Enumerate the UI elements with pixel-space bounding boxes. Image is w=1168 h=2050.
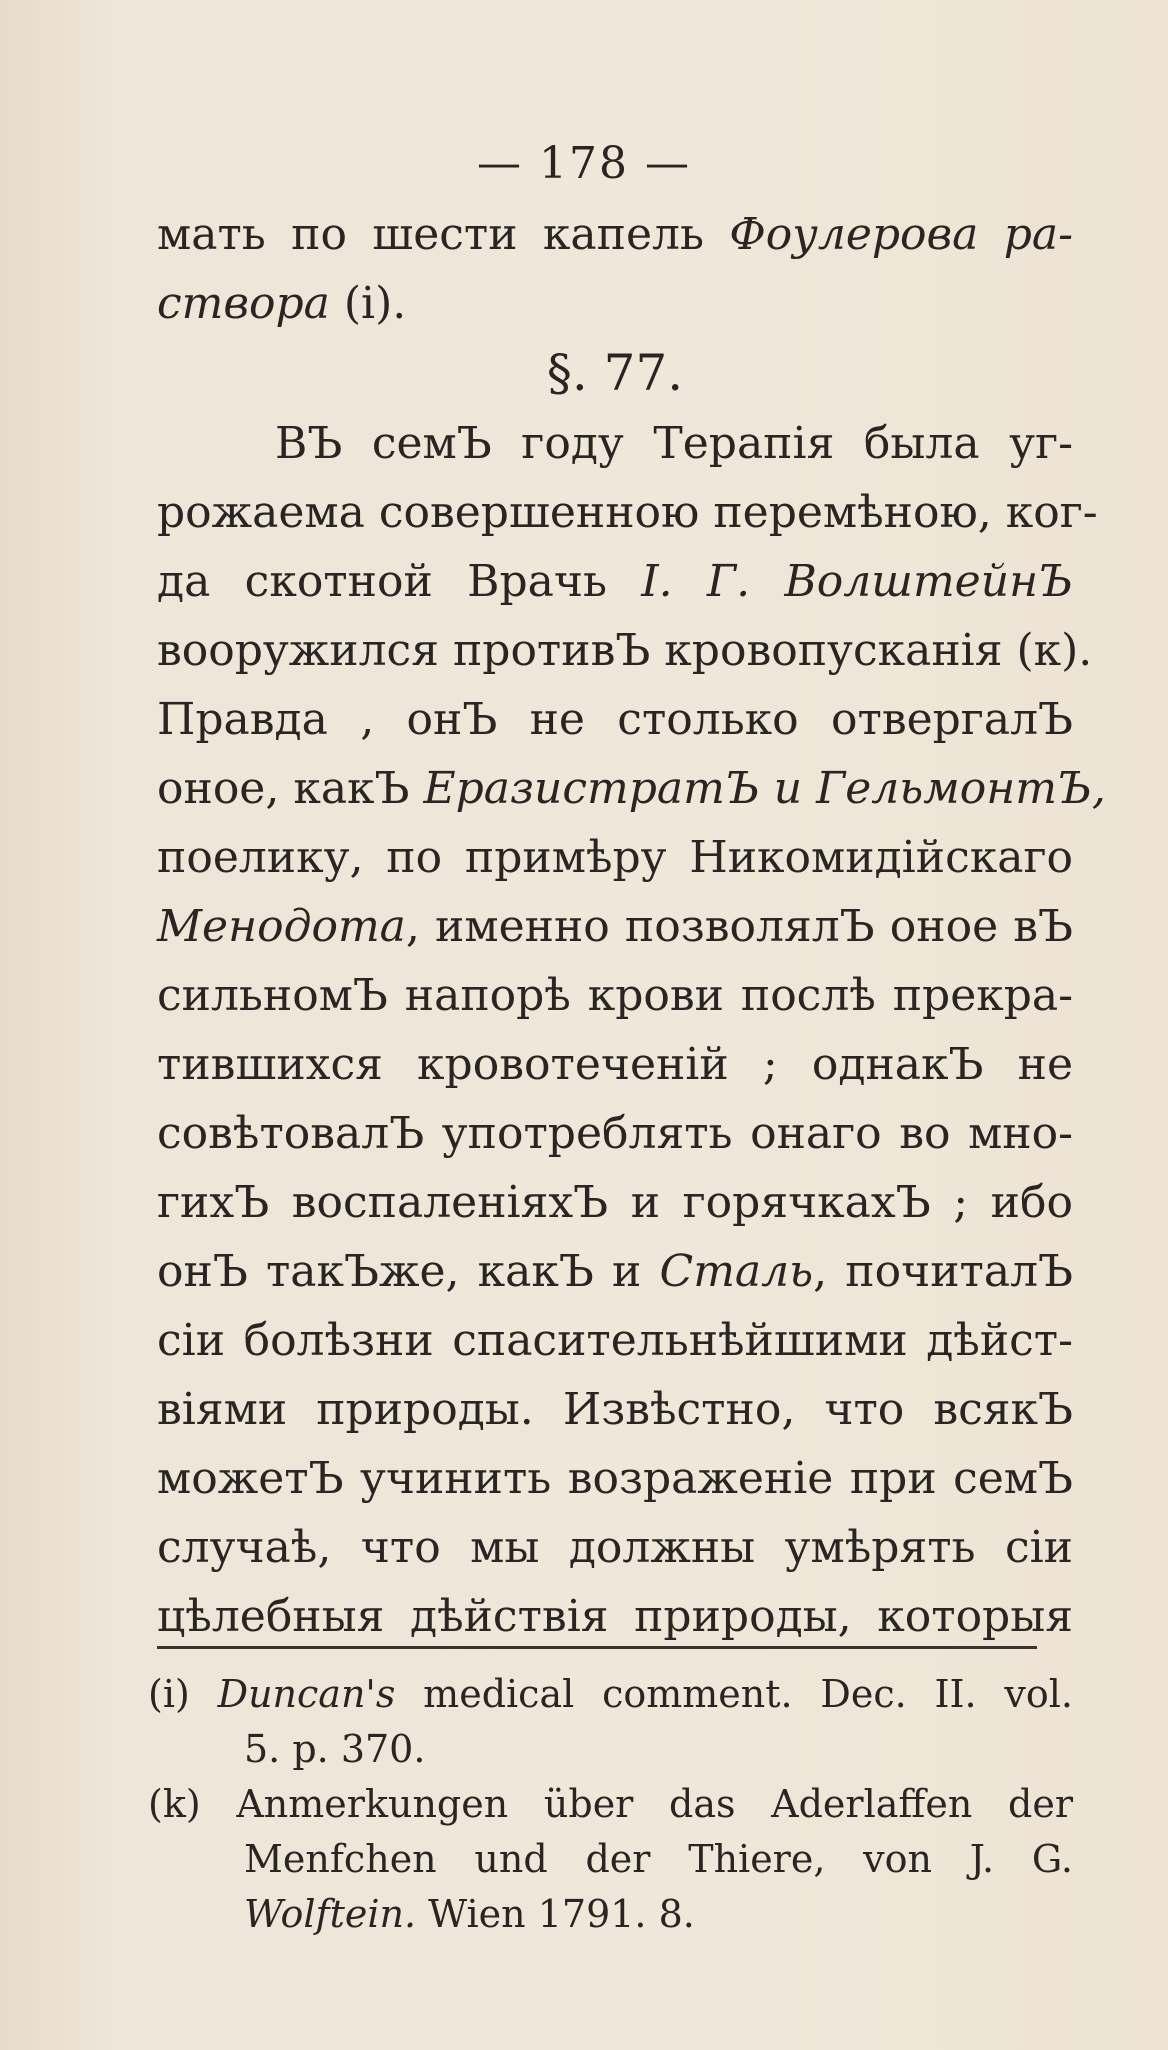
text-line-17: віями природы. Извѣстно, что всякЪ (157, 1384, 1073, 1435)
main-text (157, 200, 1106, 1651)
text-line-7: Правда , онЪ не столько отвергалЪ (157, 694, 1073, 745)
text-line-6: вооружился противЪ кровопусканія (к). (157, 625, 1093, 676)
footnote-i-continued: 5. p. 370. (244, 1727, 426, 1771)
footnotes (148, 1667, 1073, 1942)
text-line-4: рожаема совершенною перемѣною, ког- (157, 487, 1098, 538)
text-line-20: цѣлебныя дѣйствія природы, которыя (157, 1591, 1073, 1642)
footnote-divider (157, 1646, 1037, 1649)
text-line-5: да скотной Врачь I. Г. ВолштейнЪ (157, 556, 1073, 607)
text-line-16: сіи болѣзни спасительнѣйшими дѣйст- (157, 1315, 1073, 1366)
text-line-2: створа (i). (157, 278, 407, 329)
footnote-i: (i) Duncan's medical comment. Dec. II. vol. (148, 1672, 1073, 1716)
text-line-13: совѣтовалЪ употреблять онаго во мно- (157, 1108, 1073, 1159)
text-line-9: поелику, по примѣру Никомидійскаго (157, 832, 1073, 883)
footnote-k: (k) Anmerkungen über das Aderlaffen der (148, 1782, 1073, 1826)
footnote-k-line-3: Wolftein. Wien 1791. 8. (244, 1892, 695, 1936)
text-line-15: онЪ такЪже, какЪ и Сталь, почиталЪ (157, 1246, 1074, 1297)
text-line-12: тившихся кровотеченій ; однакЪ не (157, 1039, 1073, 1090)
text-line-14: гихЪ воспаленіяхЪ и горячкахЪ ; ибо (157, 1177, 1073, 1228)
footnote-k-line-2: Menfchen und der Thiere, von J. G. (244, 1837, 1073, 1881)
text-line-8: оное, какЪ ЕразистратЪ и ГельмонтЪ, (157, 763, 1106, 814)
text-line-3: ВЪ семЪ году Терапія была уг- (275, 418, 1073, 469)
text-line-10: Менодота, именно позволялЪ оное вЪ (157, 901, 1073, 952)
text-line-1: мать по шести капель Фоулерова ра- (157, 209, 1073, 260)
text-line-19: случаѣ, что мы должны умѣрять сіи (157, 1522, 1073, 1573)
page-number: — 178 — (477, 138, 691, 189)
section-heading: §. 77. (546, 344, 684, 402)
text-line-18: можетЪ учинить возраженіе при семЪ (157, 1453, 1073, 1504)
text-line-11: сильномЪ напорѣ крови послѣ прекра- (157, 970, 1073, 1021)
